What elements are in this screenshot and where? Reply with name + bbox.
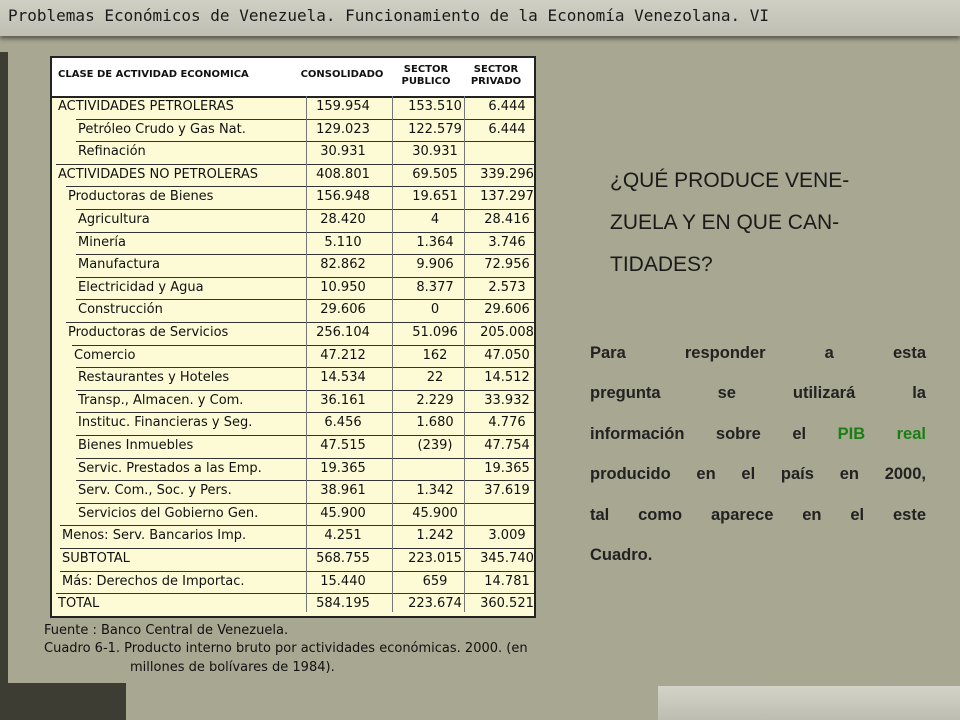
row-label: Servicios del Gobierno Gen. — [78, 505, 259, 521]
row-publico: 162 — [422, 347, 448, 363]
para-line5: tal como aparece en el este — [590, 505, 926, 524]
row-label: Construcción — [78, 302, 163, 318]
row-publico: 1.680 — [416, 415, 454, 431]
row-divider — [60, 525, 534, 526]
table-header — [52, 58, 534, 98]
row-consolidado: 14.534 — [320, 370, 366, 386]
row-privado: 33.932 — [484, 392, 530, 408]
row-divider — [76, 412, 534, 413]
row-label: Comercio — [74, 347, 136, 363]
para-line2: pregunta se utilizará la — [590, 384, 926, 403]
row-privado: 37.619 — [484, 483, 530, 499]
row-divider — [76, 277, 534, 278]
pib-real-highlight: PIB real — [837, 424, 926, 443]
row-publico: 69.505 — [412, 166, 458, 182]
row-privado: 14.512 — [484, 370, 530, 386]
title-bar — [0, 0, 960, 36]
row-privado: 3.009 — [488, 528, 526, 544]
para-line3 — [590, 414, 926, 454]
row-privado: 6.444 — [488, 99, 526, 114]
row-privado: 28.416 — [484, 212, 530, 227]
row-label: Más: Derechos de Importac. — [62, 573, 245, 589]
row-privado: 19.365 — [484, 460, 530, 476]
row-consolidado: 584.195 — [316, 596, 370, 612]
row-label: TOTAL — [58, 596, 100, 612]
header-privado: SECTOR PRIVADO — [470, 64, 522, 87]
row-publico: 659 — [422, 573, 448, 589]
row-label: Agricultura — [78, 212, 150, 227]
header-activity: CLASE DE ACTIVIDAD ECONOMICA — [58, 69, 249, 80]
row-label: Manufactura — [78, 257, 160, 273]
row-divider — [76, 209, 534, 210]
row-consolidado: 5.110 — [324, 234, 362, 250]
row-divider — [76, 390, 534, 391]
row-privado: 360.521 — [480, 596, 534, 612]
row-label: SUBTOTAL — [62, 551, 130, 566]
row-label: Productoras de Bienes — [68, 189, 214, 205]
row-publico: 2.229 — [416, 392, 454, 408]
row-consolidado: 156.948 — [316, 189, 370, 205]
row-divider — [76, 141, 534, 142]
question-heading — [610, 160, 930, 286]
row-label: Petróleo Crudo y Gas Nat. — [78, 121, 246, 137]
bottom-decor-bar — [658, 686, 960, 720]
row-privado: 6.444 — [488, 121, 526, 137]
row-privado: 345.740 — [480, 551, 534, 566]
row-publico: 0 — [430, 302, 440, 318]
row-consolidado: 29.606 — [320, 302, 366, 318]
row-divider — [76, 299, 534, 300]
column-divider — [306, 96, 307, 612]
row-publico: 1.242 — [416, 528, 454, 544]
row-divider — [56, 593, 534, 594]
row-label: Servic. Prestados a las Emp. — [78, 460, 262, 476]
row-publico: 22 — [426, 370, 444, 386]
row-consolidado: 159.954 — [316, 99, 370, 114]
row-divider — [76, 503, 534, 504]
table-source: Fuente : Banco Central de Venezuela. — [44, 623, 289, 638]
row-consolidado: 45.900 — [320, 505, 366, 521]
row-privado: 47.754 — [484, 438, 530, 453]
row-label: Transp., Almacen. y Com. — [78, 392, 244, 408]
row-consolidado: 4.251 — [324, 528, 362, 544]
question-line1: ¿QUÉ PRODUCE VENE- — [610, 169, 850, 192]
left-decor-band — [0, 52, 8, 720]
row-label: Instituc. Financieras y Seg. — [78, 415, 253, 431]
row-consolidado: 568.755 — [316, 551, 370, 566]
question-line3: TIDADES? — [610, 253, 713, 276]
gdp-table — [50, 56, 536, 618]
row-publico: 51.096 — [412, 325, 458, 340]
row-consolidado: 19.365 — [320, 460, 366, 476]
row-label: Refinación — [78, 144, 146, 160]
row-consolidado: 30.931 — [320, 144, 366, 160]
row-label: ACTIVIDADES PETROLERAS — [58, 99, 234, 114]
row-divider — [76, 458, 534, 459]
row-consolidado: 28.420 — [320, 212, 366, 227]
row-divider — [76, 119, 534, 120]
row-privado: 72.956 — [484, 257, 530, 273]
row-divider — [76, 367, 534, 368]
row-consolidado: 82.862 — [320, 257, 366, 273]
row-label: Minería — [78, 234, 126, 250]
row-consolidado: 47.515 — [320, 438, 366, 453]
row-divider — [76, 435, 534, 436]
row-label: Serv. Com., Soc. y Pers. — [78, 483, 232, 499]
row-publico: 1.364 — [416, 234, 454, 250]
row-publico: 1.342 — [416, 483, 454, 499]
para-line3-text: información sobre el — [590, 424, 838, 443]
row-privado: 14.781 — [484, 573, 530, 589]
row-publico: (239) — [417, 438, 453, 453]
row-label: Restaurantes y Hoteles — [78, 370, 230, 386]
row-publico: 223.015 — [408, 551, 462, 566]
row-divider — [76, 480, 534, 481]
row-publico: 9.906 — [416, 257, 454, 273]
row-divider — [76, 254, 534, 255]
row-consolidado: 10.950 — [320, 279, 366, 295]
question-line2: ZUELA Y EN QUE CAN- — [610, 211, 840, 234]
row-publico: 45.900 — [412, 505, 458, 521]
bottom-decor-block — [8, 683, 126, 720]
row-privado: 339.296 — [480, 166, 534, 182]
row-consolidado: 36.161 — [320, 392, 366, 408]
para-line4: producido en el país en 2000, — [590, 465, 926, 484]
row-consolidado: 47.212 — [320, 347, 366, 363]
row-privado: 137.297 — [480, 189, 534, 205]
row-consolidado: 408.801 — [316, 166, 370, 182]
row-divider — [60, 548, 534, 549]
row-privado: 4.776 — [488, 415, 526, 431]
row-label: Menos: Serv. Bancarios Imp. — [62, 528, 247, 544]
row-consolidado: 38.961 — [320, 483, 366, 499]
row-label: Electricidad y Agua — [78, 279, 204, 295]
explanation-paragraph — [590, 333, 926, 575]
row-privado: 47.050 — [484, 347, 530, 363]
header-consolidado: CONSOLIDADO — [300, 69, 384, 80]
header-publico: SECTOR PUBLICO — [401, 64, 451, 87]
row-divider — [76, 232, 534, 233]
row-publico: 30.931 — [412, 144, 458, 160]
row-consolidado: 15.440 — [320, 573, 366, 589]
table-caption-line1: Cuadro 6-1. Producto interno bruto por actividades económicas. 2000. (en — [44, 641, 528, 656]
para-line6: Cuadro. — [590, 546, 653, 565]
slide-title: Problemas Económicos de Venezuela. Funcionamiento de la Economía Venezolana. VI — [8, 6, 769, 25]
table-caption-line2: millones de bolívares de 1984). — [130, 660, 335, 675]
row-divider — [56, 164, 534, 165]
row-publico: 4 — [430, 212, 440, 227]
row-label: Bienes Inmuebles — [78, 438, 194, 453]
column-divider — [392, 96, 393, 612]
row-consolidado: 129.023 — [316, 121, 370, 137]
row-label: ACTIVIDADES NO PETROLERAS — [58, 166, 258, 182]
row-privado: 29.606 — [484, 302, 530, 318]
row-publico: 8.377 — [416, 279, 454, 295]
row-publico: 19.651 — [412, 189, 458, 205]
row-label: Productoras de Servicios — [68, 325, 229, 340]
row-divider — [60, 571, 534, 572]
row-consolidado: 6.456 — [324, 415, 362, 431]
row-privado: 3.746 — [488, 234, 526, 250]
row-publico: 122.579 — [408, 121, 462, 137]
row-privado: 205.008 — [480, 325, 534, 340]
column-divider — [464, 96, 465, 612]
row-publico: 153.510 — [408, 99, 462, 114]
para-line1: Para responder a esta — [590, 344, 926, 362]
row-publico: 223.674 — [408, 596, 462, 612]
row-consolidado: 256.104 — [316, 325, 370, 340]
row-privado: 2.573 — [488, 279, 526, 295]
